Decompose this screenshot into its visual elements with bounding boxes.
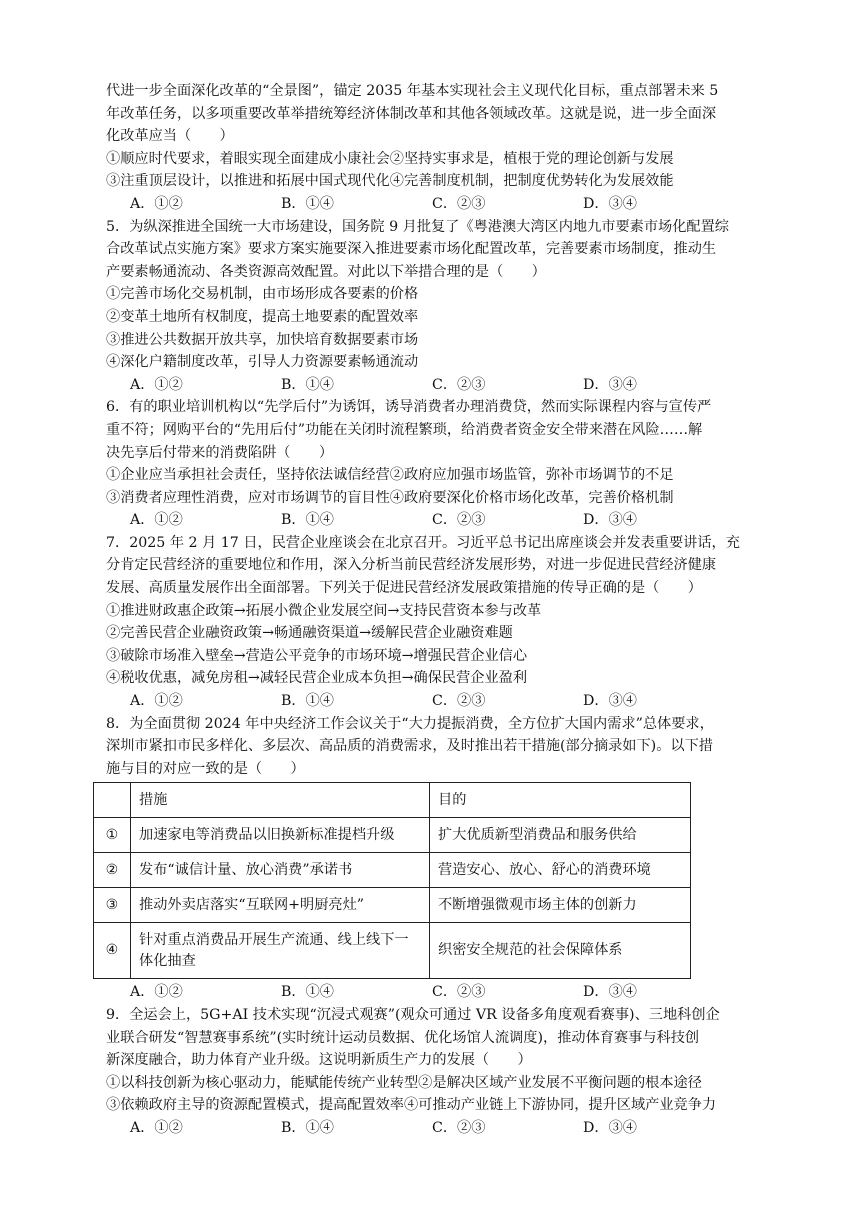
q9-statement-2: ③依赖政府主导的资源配置模式，提高配置效率④可推动产业链上下游协同，提升区域产业竞争力 — [106, 1097, 717, 1114]
row-goal: 营造安心、放心、舒心的消费环境 — [430, 853, 691, 888]
q8-line-3: 施与目的对应一致的是（ ） — [106, 760, 305, 777]
option-b[interactable]: B．①④ — [281, 195, 334, 212]
q9-statement-1: ①以科技创新为核心驱动力，能赋能传统产业转型②是解决区域产业发展不平衡问题的根本途径 — [106, 1074, 702, 1091]
q4-statement-1: ①顺应时代要求，着眼实现全面建成小康社会②坚持实事求是，植根于党的理论创新与发展 — [106, 150, 674, 167]
option-d[interactable]: D．③④ — [583, 195, 637, 212]
option-c[interactable]: C．②③ — [432, 512, 486, 529]
option-d[interactable]: D．③④ — [583, 693, 637, 710]
q4-options — [106, 193, 771, 216]
q7-statement-3: ③破除市场准入壁垒→营造公平竞争的市场环境→增强民营企业信心 — [106, 647, 528, 664]
question-4 — [106, 80, 771, 216]
question-5 — [106, 216, 771, 397]
q6-line-2: 重不符；网购平台的“先用后付”功能在关闭时流程繁琐，给消费者资金安全带来潜在风险……解 — [106, 421, 703, 438]
q9-line-2: 业联合研发“智慧赛事系统”(实时统计运动员数据、优化场馆人流调度)，推动体育赛事与科技创 — [106, 1029, 700, 1046]
q8-options — [106, 981, 771, 1004]
q6-line-3: 决先享后付带来的消费陷阱（ ） — [106, 444, 334, 461]
question-8 — [106, 713, 771, 1004]
row-number: ③ — [94, 888, 131, 923]
table-row — [94, 923, 691, 979]
q5-statement-2: ②变革土地所有权制度，提高土地要素的配置效率 — [106, 308, 419, 325]
table-header-blank — [94, 783, 131, 818]
option-c[interactable]: C．②③ — [432, 984, 486, 1001]
q7-statement-2: ②完善民营企业融资政策→畅通融资渠道→缓解民营企业融资难题 — [106, 625, 513, 642]
q8-line-1: 8．为全面贯彻 2024 年中央经济工作会议关于“大力提振消费，全方位扩大国内需求”总体要求， — [106, 715, 714, 732]
measures-table — [93, 782, 691, 979]
row-measure: 加速家电等消费品以旧换新标准提档升级 — [131, 818, 430, 853]
q9-line-3: 新深度融合，助力体育产业升级。这说明新质生产力的发展（ ） — [106, 1052, 532, 1069]
q7-options — [106, 690, 771, 713]
row-measure: 发布“诚信计量、放心消费”承诺书 — [131, 853, 430, 888]
row-number: ① — [94, 818, 131, 853]
option-b[interactable]: B．①④ — [281, 512, 334, 529]
question-9 — [106, 1004, 771, 1140]
q5-line-3: 产要素畅通流动、各类资源高效配置。对此以下举措合理的是（ ） — [106, 263, 546, 280]
q4-line-3: 化改革应当（ ） — [106, 128, 234, 145]
q4-line-1: 代进一步全面深化改革的“全景图”，锚定 2035 年基本实现社会主义现代化目标，重点部署未来 5 — [106, 83, 719, 99]
q9-options — [106, 1117, 771, 1140]
option-a[interactable]: A．①② — [130, 195, 183, 212]
table-row — [94, 888, 691, 923]
q5-line-1: 5．为纵深推进全国统一大市场建设，国务院 9 月批复了《粤港澳大湾区内地九市要素市场化配置综 — [106, 218, 729, 235]
option-a[interactable]: A．①② — [130, 512, 183, 529]
row-number: ④ — [94, 923, 131, 979]
q6-options — [106, 509, 771, 532]
q6-statement-1: ①企业应当承担社会责任，坚持依法诚信经营②政府应加强市场监管，弥补市场调节的不足 — [106, 467, 674, 484]
option-b[interactable]: B．①④ — [281, 1119, 334, 1136]
q6-statement-2: ③消费者应理性消费，应对市场调节的盲目性④政府要深化价格市场化改革，完善价格机制 — [106, 489, 674, 506]
row-goal: 不断增强微观市场主体的创新力 — [430, 888, 691, 923]
q7-line-2: 分肯定民营经济的重要地位和作用，深入分析当前民营经济发展形势，对进一步促进民营经济健康 — [106, 557, 717, 574]
option-b[interactable]: B．①④ — [281, 376, 334, 393]
q5-statement-4: ④深化户籍制度改革，引导人力资源要素畅通流动 — [106, 354, 419, 371]
option-a[interactable]: A．①② — [130, 984, 183, 1001]
row-goal: 扩大优质新型消费品和服务供给 — [430, 818, 691, 853]
exam-page — [106, 80, 771, 1140]
q5-statement-3: ③推进公共数据开放共享，加快培育数据要素市场 — [106, 331, 419, 348]
option-d[interactable]: D．③④ — [583, 512, 637, 529]
q5-line-2: 合改革试点实施方案》要求方案实施要深入推进要素市场化配置改革，完善要素市场制度，推动生 — [106, 241, 717, 258]
q7-statement-4: ④税收优惠，减免房租→减轻民营企业成本负担→确保民营企业盈利 — [106, 670, 528, 687]
option-c[interactable]: C．②③ — [432, 195, 486, 212]
option-b[interactable]: B．①④ — [281, 984, 334, 1001]
q4-statement-2: ③注重顶层设计，以推进和拓展中国式现代化④完善制度机制，把制度优势转化为发展效能 — [106, 173, 674, 190]
table-header-measure: 措施 — [131, 783, 430, 818]
q7-statement-1: ①推进财政惠企政策→拓展小微企业发展空间→支持民营资本参与改革 — [106, 602, 542, 619]
row-measure: 针对重点消费品开展生产流通、线上线下一体化抽查 — [131, 923, 430, 979]
row-measure: 推动外卖店落实“互联网+明厨亮灶” — [131, 888, 430, 923]
q6-line-1: 6．有的职业培训机构以“先学后付”为诱饵，诱导消费者办理消费贷，然而实际课程内容与宣传严 — [106, 399, 712, 416]
table-header-row — [94, 783, 691, 818]
option-c[interactable]: C．②③ — [432, 376, 486, 393]
table-header-goal: 目的 — [430, 783, 691, 818]
option-d[interactable]: D．③④ — [583, 1119, 637, 1136]
table-row — [94, 853, 691, 888]
table-row — [94, 818, 691, 853]
q7-line-1: 7．2025 年 2 月 17 日，民营企业座谈会在北京召开。习近平总书记出席座谈会并发表重要讲话，充 — [106, 534, 740, 551]
q5-statement-1: ①完善市场化交易机制，由市场形成各要素的价格 — [106, 286, 419, 303]
q7-line-3: 发展、高质量发展作出全面部署。下列关于促进民营经济发展政策措施的传导正确的是（ ） — [106, 580, 702, 597]
option-a[interactable]: A．①② — [130, 376, 183, 393]
option-a[interactable]: A．①② — [130, 1119, 183, 1136]
row-number: ② — [94, 853, 131, 888]
option-d[interactable]: D．③④ — [583, 984, 637, 1001]
q8-line-2: 深圳市紧扣市民多样化、多层次、高品质的消费需求，及时推出若干措施(部分摘录如下)。以下措 — [106, 738, 713, 755]
option-a[interactable]: A．①② — [130, 693, 183, 710]
option-c[interactable]: C．②③ — [432, 693, 486, 710]
question-7 — [106, 532, 771, 713]
option-c[interactable]: C．②③ — [432, 1119, 486, 1136]
q4-line-2: 年改革任务，以多项重要改革举措统筹经济体制改革和其他各领域改革。这就是说，进一步全面深 — [106, 105, 717, 122]
question-6 — [106, 396, 771, 532]
q5-options — [106, 374, 771, 397]
q9-line-1: 9．全运会上，5G+AI 技术实现“沉浸式观赛”(观众可通过 VR 设备多角度观看赛事)、三地科创企 — [106, 1007, 720, 1023]
row-goal: 织密安全规范的社会保障体系 — [430, 923, 691, 979]
option-d[interactable]: D．③④ — [583, 376, 637, 393]
option-b[interactable]: B．①④ — [281, 693, 334, 710]
